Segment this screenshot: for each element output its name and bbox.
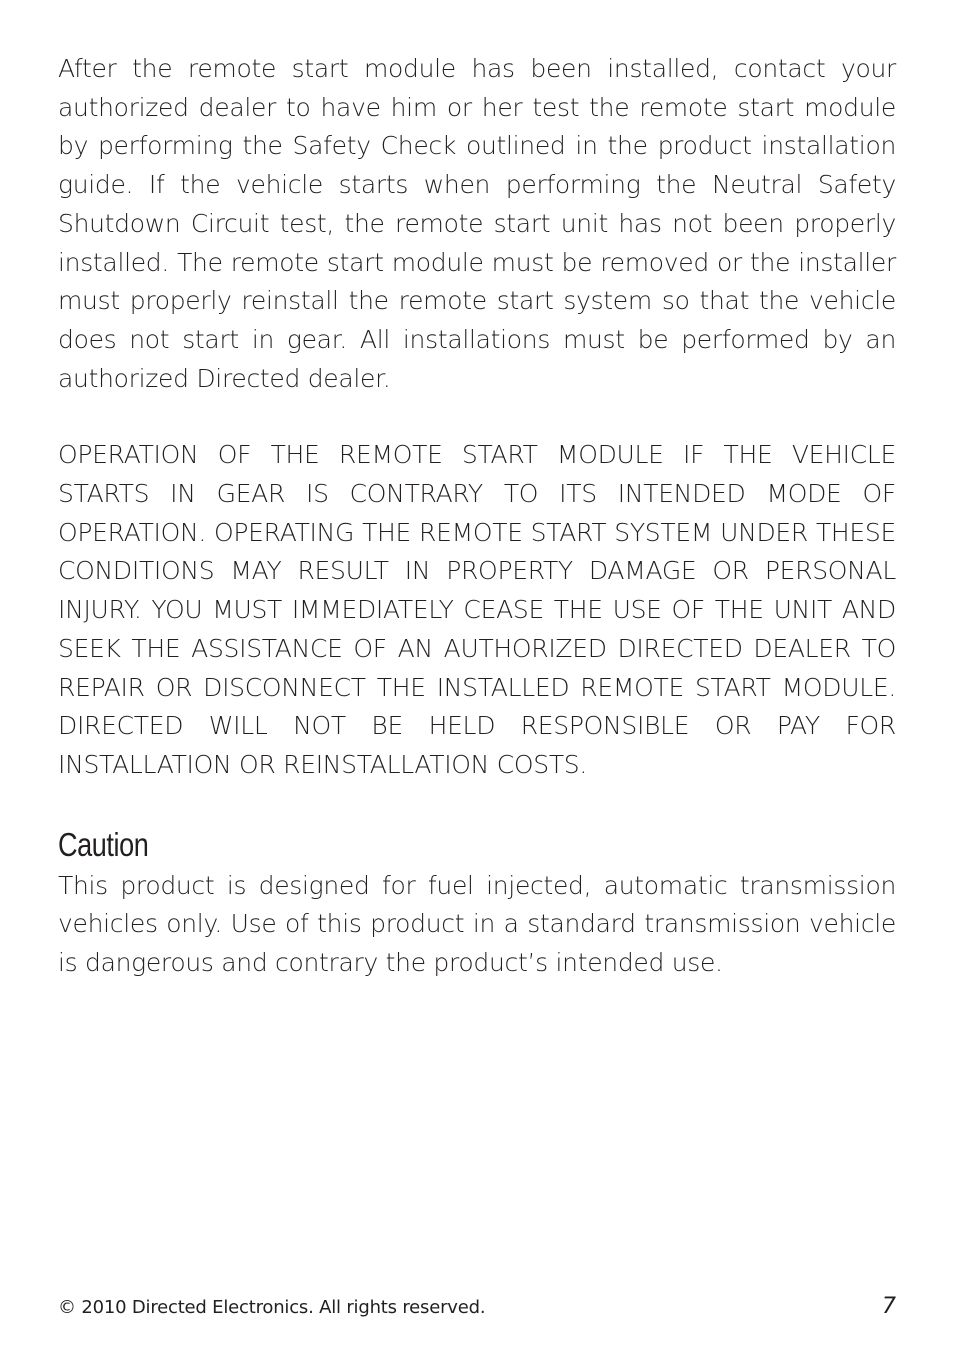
page-footer xyxy=(58,1294,896,1324)
gear-start-warning-paragraph: OPERATION OF THE REMOTE START MODULE IF THE VEHICLE STARTS IN GEAR IS CONTRARY TO ITS INTENDED MODE OF OPERATION. OPERATING THE REMOTE START SYSTEM UNDER THESE CONDITIONS MAY RESULT IN PROPERTY DAMAGE OR PERSONAL INJURY. YOU MUST IMMEDIATELY CEASE THE USE OF THE UNIT AND SEEK THE ASSISTANCE OF AN AUTHORIZED DIRECTED DEALER TO REPAIR OR DISCONNECT THE INSTALLED REMOTE START MODULE. DIRECTED WILL NOT BE HELD RESPONSIBLE OR PAY FOR INSTALLATION OR REINSTALLATION COSTS. xyxy=(58,440,896,779)
caution-heading: Caution xyxy=(58,825,149,863)
page-content xyxy=(58,50,896,983)
page-number: 7 xyxy=(882,1294,896,1319)
caution-paragraph: This product is designed for fuel injected, automatic transmission vehicles only. Use of this product in a standard transmission vehicle is dangerous and contrary the product’s intended use. xyxy=(58,870,896,978)
copyright-notice: © 2010 Directed Electronics. All rights reserved. xyxy=(58,1297,486,1318)
safety-check-paragraph: After the remote start module has been installed, contact your authorized dealer to have him or her test the remote start module by performing the Safety Check outlined in the product installation guide. If the vehicle starts when performing the Neutral Safety Shutdown Circuit test, the remote start unit has not been properly installed. The remote start module must be removed or the installer must properly reinstall the remote start system so that the vehicle does not start in gear. All installations must be performed by an authorized Directed dealer. xyxy=(58,54,896,393)
